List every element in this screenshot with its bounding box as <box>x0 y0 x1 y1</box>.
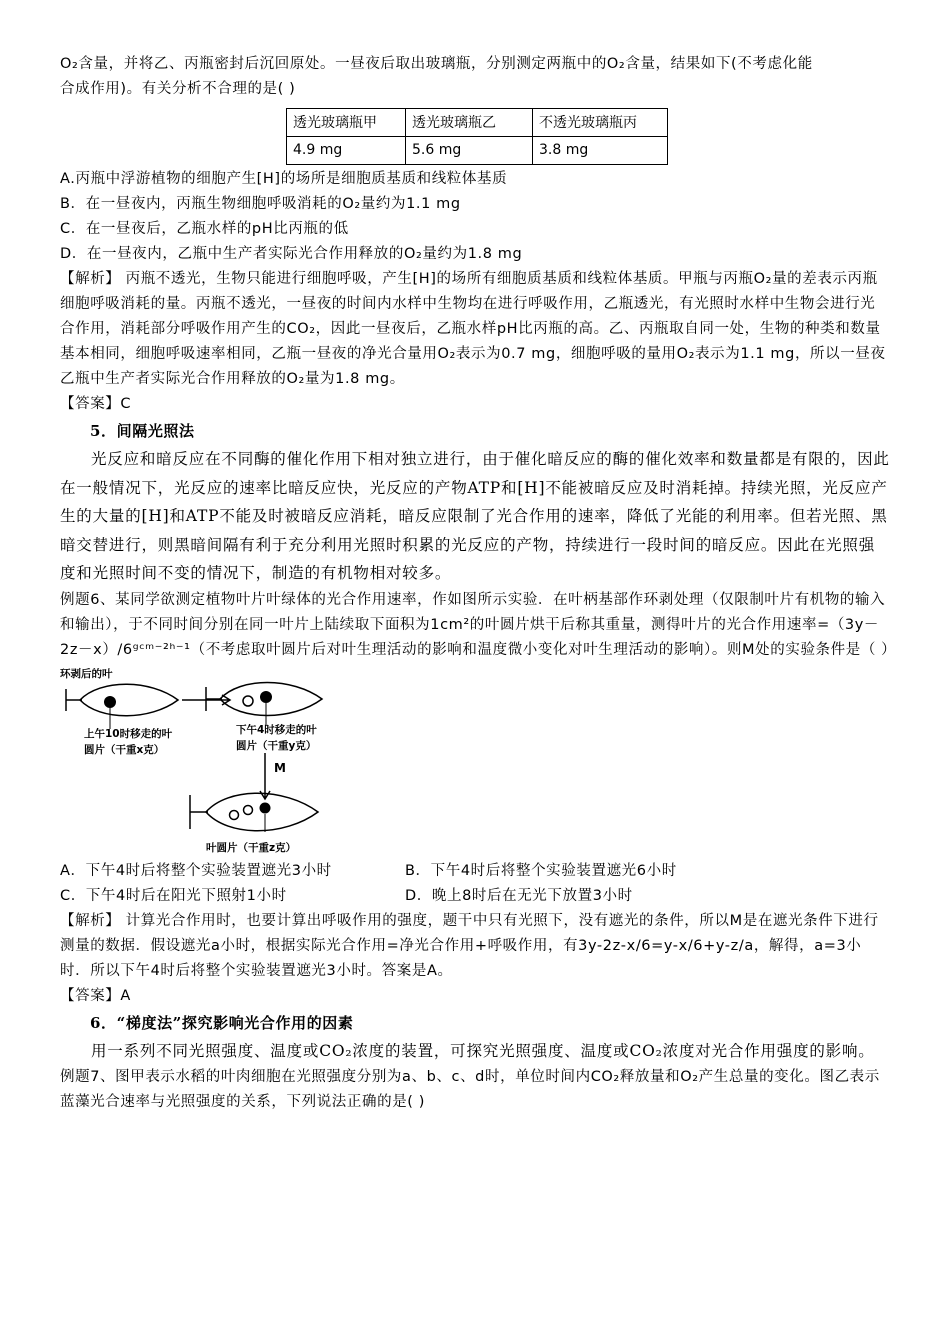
option-b: B．下午4时后将整个实验装置遮光6小时 <box>405 862 677 879</box>
leaf-shape <box>80 684 178 716</box>
options-row <box>60 859 890 884</box>
option-a: A．下午4时后将整个实验装置遮光3小时 <box>60 862 332 879</box>
leaf-hole <box>230 810 239 819</box>
figure-label: 叶圆片（干重z克） <box>206 841 297 854</box>
option-d: D．晚上8时后在无光下放置3小时 <box>405 887 633 904</box>
table-cell: 5.6 mg <box>406 137 533 165</box>
table-cell: 3.8 mg <box>533 137 668 165</box>
figure-label: 圆片（干重x克） <box>84 743 165 756</box>
options-row <box>60 884 890 909</box>
table-cell: 4.9 mg <box>287 137 406 165</box>
table-row <box>287 137 668 165</box>
leaf-disc <box>260 691 272 703</box>
section-body: 光反应和暗反应在不同酶的催化作用下相对独立进行，由于催化暗反应的酶的催化效率和数量都是有限的，因此在一般情况下，光反应的速率比暗反应快，光反应的产物ATP和[H]不能被暗反应及时消耗掉。持续光照，光反应产生的大量的[H]和ATP不能及时被暗反应消耗，暗反应限制了光合作用的速率，降低了光能的利用率。但若光照、黑暗交替进行，则黑暗间隔有利于充分利用光照时积累的光反应的产物，持续进行一段时间的暗反应。因此在光照强度和光照时间不变的情况下，制造的有机物相对较多。 <box>60 450 890 582</box>
experiment-figure <box>60 667 560 857</box>
table-header-cell: 不透光玻璃瓶丙 <box>533 109 668 137</box>
figure-label: 环剥后的叶 <box>60 667 113 680</box>
document-page <box>60 52 897 1115</box>
oxygen-table <box>286 108 668 165</box>
example-stem: 例题6、某同学欲测定植物叶片叶绿体的光合作用速率，作如图所示实验．在叶柄基部作环剥处理（仅限制叶片有机物的输入和输出），于不同时间分别在同一叶片上陆续取下面积为1cm²的叶圆片烘干后称其重量，测得叶片的光合作用速率=（3y－2z－x）/6ᵍᶜᵐ⁻²ʰ⁻¹（不考虑取叶圆片后对叶生理活动的影响和温度微小变化对叶生理活动的影响）。则M处的实验条件是（ ） <box>60 591 897 658</box>
table-header-cell: 透光玻璃瓶甲 <box>287 109 406 137</box>
option-d: D．在一昼夜内，乙瓶中生产者实际光合作用释放的O₂量约为1.8 mg <box>60 246 523 262</box>
leaf-disc <box>104 696 116 708</box>
example-stem: 例题7、图甲表示水稻的叶肉细胞在光照强度分别为a、b、c、d时，单位时间内CO₂释放量和O₂产生总量的变化。图乙表示蓝藻光合速率与光照强度的关系，下列说法正确的是( ) <box>60 1069 880 1110</box>
figure-label: M <box>274 760 286 775</box>
section-title: 6．“梯度法”探究影响光合作用的因素 <box>90 1013 354 1032</box>
option-a: A.丙瓶中浮游植物的细胞产生[H]的场所是细胞质基质和线粒体基质 <box>60 171 508 187</box>
figure-label: 圆片（干重y克） <box>236 739 317 752</box>
leaf-hole <box>244 805 253 814</box>
answer: 【答案】C <box>60 396 132 412</box>
leaf-diagram <box>60 667 560 857</box>
option-c: C．在一昼夜后，乙瓶水样的pH比丙瓶的低 <box>60 221 349 237</box>
section-title: 5．间隔光照法 <box>90 422 195 440</box>
table-header-row <box>287 109 668 137</box>
intro-line-2: 合成作用)。有关分析不合理的是( ) <box>60 81 296 97</box>
figure-label: 上午10时移走的叶 <box>84 727 173 740</box>
leaf-hole <box>243 696 253 706</box>
intro-line-1: O₂含量，并将乙、丙瓶密封后沉回原处。一昼夜后取出玻璃瓶，分别测定两瓶中的O₂含量，结果如下(不考虑化能 <box>60 56 813 72</box>
table-header-cell: 透光玻璃瓶乙 <box>406 109 533 137</box>
analysis: 【解析】 计算光合作用时，也要计算出呼吸作用的强度，题干中只有光照下，没有遮光的条件，所以M是在遮光条件下进行测量的数据．假设遮光a小时，根据实际光合作用=净光合作用+呼吸作用，有3y-2z-x/6=y-x/6+y-z/a，解得，a=3小时．所以下午4时后将整个实验装置遮光3小时。答案是A。 <box>60 912 879 979</box>
figure-label: 下午4时移走的叶 <box>236 723 317 736</box>
analysis: 【解析】 丙瓶不透光，生物只能进行细胞呼吸，产生[H]的场所有细胞质基质和线粒体基质。甲瓶与丙瓶O₂量的差表示丙瓶细胞呼吸消耗的量。丙瓶不透光，一昼夜的时间内水样中生物均在进行呼吸作用，乙瓶透光，有光照时水样中生物会进行光合作用，消耗部分呼吸作用产生的CO₂，因此一昼夜后，乙瓶水样pH比丙瓶的高。乙、丙瓶取自同一处，生物的种类和数量基本相同，细胞呼吸速率相同，乙瓶一昼夜的净光合量用O₂表示为0.7 mg，细胞呼吸的量用O₂表示为1.1 mg，所以一昼夜乙瓶中生产者实际光合作用释放的O₂量为1.8 mg。 <box>60 271 886 387</box>
arrow <box>260 753 270 799</box>
answer: 【答案】A <box>60 987 131 1004</box>
section-body: 用一系列不同光照强度、温度或CO₂浓度的装置，可探究光照强度、温度或CO₂浓度对光合作用强度的影响。 <box>91 1041 875 1060</box>
option-b: B．在一昼夜内，丙瓶生物细胞呼吸消耗的O₂量约为1.1 mg <box>60 196 461 212</box>
leaf-disc <box>260 802 271 813</box>
option-c: C．下午4时后在阳光下照射1小时 <box>60 887 287 904</box>
